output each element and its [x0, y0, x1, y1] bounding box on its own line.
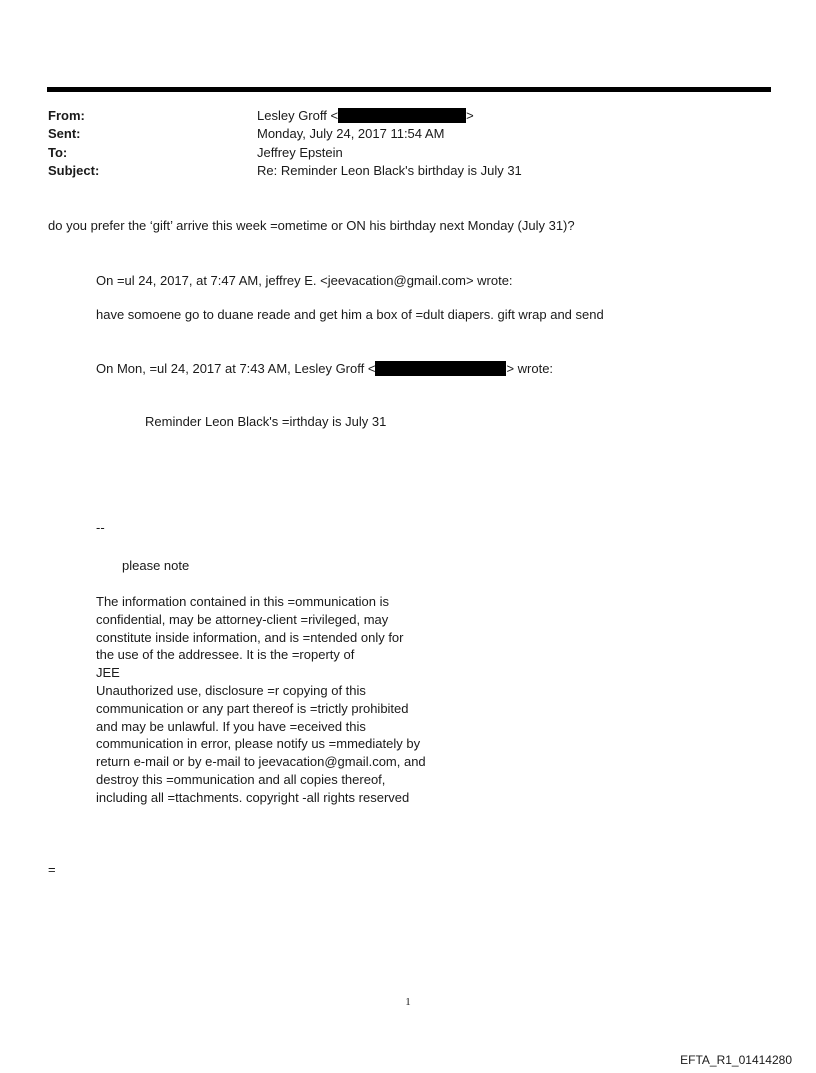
disclaimer-line: destroy this =ommunication and all copies thereof,: [96, 771, 386, 787]
signature-note: please note: [122, 558, 190, 573]
bates-number: EFTA_R1_01414280: [680, 1053, 792, 1067]
redaction-bar: [375, 361, 506, 376]
disclaimer-line: confidential, may be attorney-client =rivileged, may: [96, 611, 389, 627]
quote1-text: have somoene go to duane reade and get him a box of =dult diapers. gift wrap and send: [96, 307, 604, 322]
signature-dashes: --: [96, 520, 105, 535]
disclaimer-line: Unauthorized use, disclosure =r copying of this: [96, 682, 366, 698]
disclaimer-line: return e-mail or by e-mail to jeevacation@gmail.com, and: [96, 754, 426, 770]
disclaimer-line: communication or any part thereof is =trictly prohibited: [96, 700, 409, 716]
sent-value: Monday, July 24, 2017 11:54 AM: [257, 126, 445, 141]
to-label: To:: [48, 145, 68, 160]
from-value: [257, 108, 474, 123]
disclaimer-line: including all =ttachments. copyright -all rights reserved: [96, 789, 410, 805]
disclaimer-line: constitute inside information, and is =ntended only for: [96, 629, 404, 645]
disclaimer-line: communication in error, please notify us =mmediately by: [96, 736, 421, 752]
quote2-text: Reminder Leon Black's =irthday is July 31: [145, 414, 387, 429]
quote2-header: [96, 361, 553, 376]
from-tail: >: [466, 108, 474, 123]
quote1-header: On =ul 24, 2017, at 7:47 AM, jeffrey E. <jeevacation@gmail.com> wrote:: [96, 273, 513, 288]
quote2-header-pre: On Mon, =ul 24, 2017 at 7:43 AM, Lesley Groff <: [96, 361, 376, 376]
disclaimer-line: and may be unlawful. If you have =eceived this: [96, 718, 366, 734]
from-name: Lesley Groff <: [257, 108, 339, 123]
disclaimer-line: the use of the addressee. It is the =roperty of: [96, 647, 355, 663]
subject-label: Subject:: [48, 163, 100, 178]
subject-value: Re: Reminder Leon Black's birthday is July 31: [257, 163, 522, 178]
disclaimer-line: JEE: [96, 665, 120, 681]
quote2-header-post: > wrote:: [506, 361, 554, 376]
page-number: 1: [405, 996, 411, 1008]
reply-text: do you prefer the ‘gift’ arrive this week =ometime or ON his birthday next Monday (July 31)?: [48, 218, 575, 233]
trailing-equals: =: [48, 862, 56, 877]
to-value: Jeffrey Epstein: [257, 145, 343, 160]
disclaimer-block: [96, 593, 426, 807]
header-divider: [47, 87, 771, 92]
sent-label: Sent:: [48, 126, 81, 141]
disclaimer-line: The information contained in this =ommunication is: [96, 594, 390, 609]
redaction-bar: [338, 108, 466, 123]
from-label: From:: [48, 108, 85, 123]
